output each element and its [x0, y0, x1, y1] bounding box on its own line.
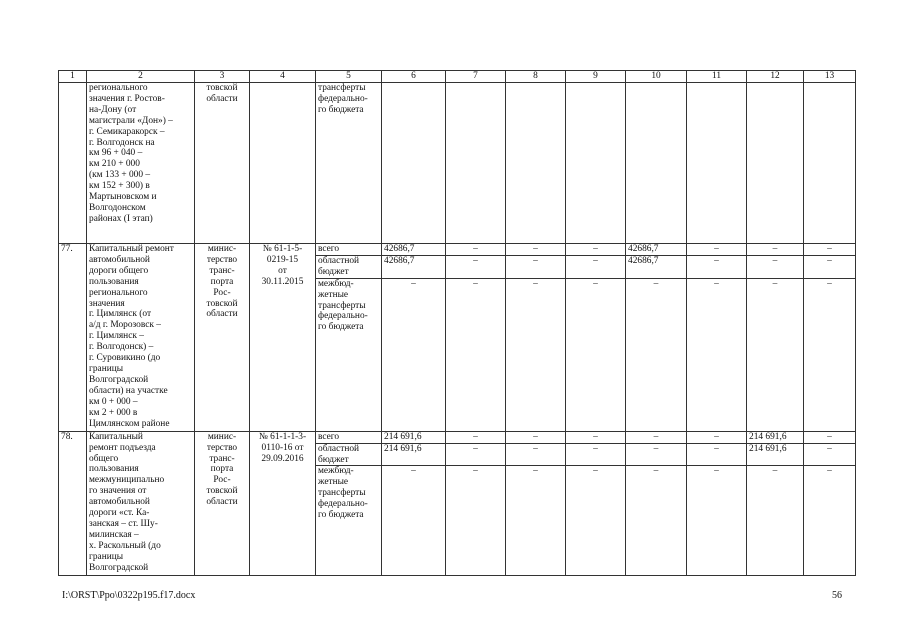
value-cell: – — [626, 443, 687, 466]
value-cell: – — [566, 278, 626, 431]
funding-source-cell: областной бюджет — [316, 443, 382, 466]
budget-table — [58, 70, 856, 576]
value-cell: – — [382, 466, 446, 576]
col-num: 9 — [566, 71, 626, 83]
value-cell: 214 691,6 — [382, 431, 446, 443]
col-num: 3 — [195, 71, 250, 83]
funding-source-cell: межбюд- жетные трансферты федерально- го бюджета — [316, 466, 382, 576]
value-cell: – — [804, 431, 856, 443]
col-num: 2 — [87, 71, 195, 83]
value-cell — [446, 83, 506, 244]
value-cell: – — [687, 431, 747, 443]
row-number-cell — [59, 83, 87, 244]
responsible-cell: минис- терство транс- порта Рос- товской области — [195, 431, 250, 576]
value-cell: – — [506, 431, 566, 443]
value-cell: – — [566, 255, 626, 278]
value-cell: – — [506, 443, 566, 466]
value-cell: – — [747, 255, 804, 278]
document-cell: № 61-1-5- 0219-15 от 30.11.2015 — [250, 244, 316, 432]
row-number-cell: 78. — [59, 431, 87, 576]
value-cell: – — [446, 244, 506, 256]
value-cell: 42686,7 — [382, 255, 446, 278]
col-num: 6 — [382, 71, 446, 83]
value-cell: – — [446, 443, 506, 466]
value-cell: – — [566, 466, 626, 576]
value-cell — [687, 83, 747, 244]
value-cell: – — [804, 443, 856, 466]
value-cell: – — [626, 278, 687, 431]
value-cell — [506, 83, 566, 244]
col-num: 12 — [747, 71, 804, 83]
column-number-row — [59, 71, 856, 83]
file-path: I:\ORST\Ppo\0322p195.f17.docx — [62, 590, 196, 601]
object-name-cell: регионального значения г. Ростов- на-Дону (от магистрали «Дон») – г. Семикаракорск – г. Волгодонск на км 96 + 040 – км 210 + 000 (км 133 + 000 – км 152 + 300) в Мартыновском и Волгодонском районах (I этап) — [87, 83, 195, 244]
value-cell: – — [446, 255, 506, 278]
value-cell: – — [566, 244, 626, 256]
value-cell: – — [446, 466, 506, 576]
document-cell: № 61-1-1-3- 0110-16 от 29.09.2016 — [250, 431, 316, 576]
value-cell: – — [566, 431, 626, 443]
object-name-cell: Капитальный ремонт подъезда общего пользования межмуниципально го значения от автомобильной дороги «ст. Ка- занская – ст. Шу- милинская – х. Раскольный (до границы Волгоградской — [87, 431, 195, 576]
value-cell — [566, 83, 626, 244]
value-cell: – — [804, 278, 856, 431]
value-cell: 42686,7 — [626, 255, 687, 278]
value-cell — [382, 83, 446, 244]
value-cell: – — [687, 244, 747, 256]
table-row — [59, 244, 856, 256]
page-number: 56 — [832, 590, 842, 601]
col-num: 7 — [446, 71, 506, 83]
value-cell: – — [566, 443, 626, 466]
value-cell: 214 691,6 — [747, 443, 804, 466]
value-cell: 214 691,6 — [747, 431, 804, 443]
col-num: 1 — [59, 71, 87, 83]
value-cell: – — [804, 466, 856, 576]
col-num: 11 — [687, 71, 747, 83]
col-num: 10 — [626, 71, 687, 83]
col-num: 8 — [506, 71, 566, 83]
document-cell — [250, 83, 316, 244]
value-cell: – — [506, 244, 566, 256]
col-num: 4 — [250, 71, 316, 83]
value-cell: 42686,7 — [382, 244, 446, 256]
value-cell: – — [506, 466, 566, 576]
funding-source-cell: областной бюджет — [316, 255, 382, 278]
col-num: 5 — [316, 71, 382, 83]
funding-source-cell: трансферты федерально- го бюджета — [316, 83, 382, 244]
funding-source-cell: всего — [316, 244, 382, 256]
value-cell: – — [506, 255, 566, 278]
value-cell: – — [687, 278, 747, 431]
col-num: 13 — [804, 71, 856, 83]
funding-source-cell: всего — [316, 431, 382, 443]
value-cell: – — [747, 466, 804, 576]
value-cell — [747, 83, 804, 244]
value-cell: – — [747, 278, 804, 431]
funding-source-cell: межбюд- жетные трансферты федерально- го бюджета — [316, 278, 382, 431]
responsible-cell: товской области — [195, 83, 250, 244]
value-cell — [626, 83, 687, 244]
value-cell: – — [804, 255, 856, 278]
responsible-cell: минис- терство транс- порта Рос- товской области — [195, 244, 250, 432]
value-cell: – — [506, 278, 566, 431]
table-row — [59, 431, 856, 443]
value-cell — [804, 83, 856, 244]
value-cell: – — [626, 431, 687, 443]
value-cell: – — [446, 278, 506, 431]
value-cell: – — [747, 244, 804, 256]
value-cell: 42686,7 — [626, 244, 687, 256]
value-cell: – — [446, 431, 506, 443]
value-cell: – — [687, 443, 747, 466]
row-number-cell: 77. — [59, 244, 87, 432]
table-row-continuation — [59, 83, 856, 244]
value-cell: 214 691,6 — [382, 443, 446, 466]
value-cell: – — [382, 278, 446, 431]
value-cell: – — [687, 255, 747, 278]
object-name-cell: Капитальный ремонт автомобильной дороги общего пользования регионального значения г. Цимлянск (от а/д г. Морозовск – г. Цимлянск – г. Волгодонск) – г. Суровикино (до границы Волгоградской области) на участке км 0 + 000 – км 2 + 000 в Цимлянском районе — [87, 244, 195, 432]
value-cell: – — [687, 466, 747, 576]
value-cell: – — [626, 466, 687, 576]
value-cell: – — [804, 244, 856, 256]
